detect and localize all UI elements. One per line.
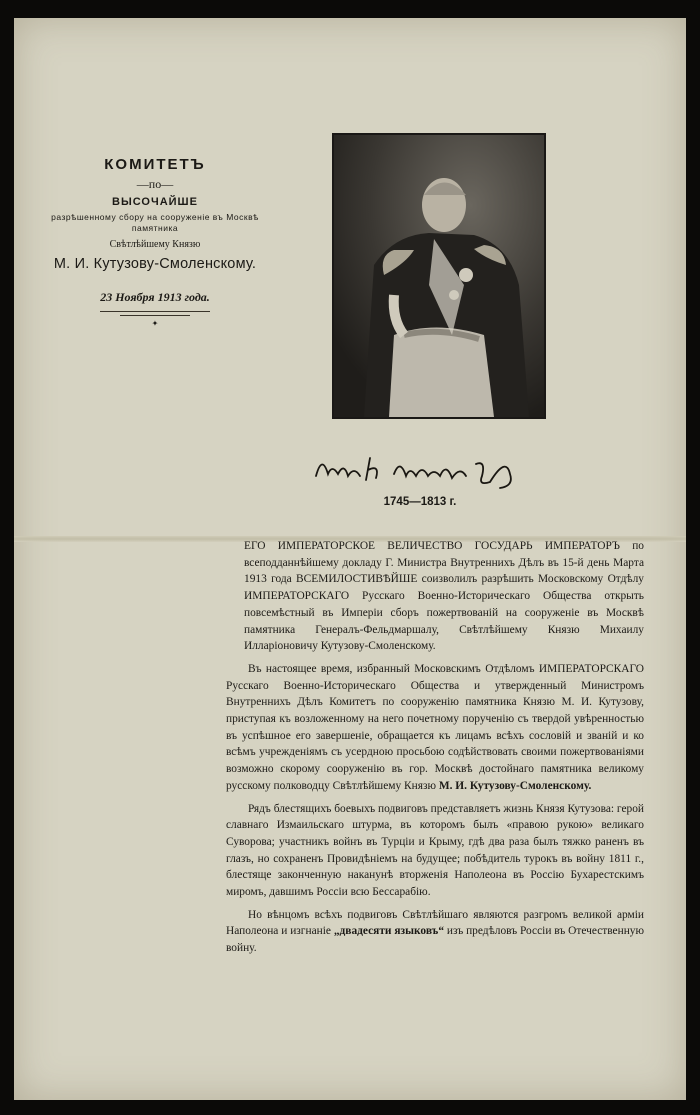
header-date: 23 Ноября 1913 года. (100, 290, 210, 304)
portrait-image (332, 133, 546, 419)
portrait-illustration (334, 135, 544, 417)
years: 1745—1813 г. (383, 496, 457, 508)
header-po: —по— (136, 177, 174, 191)
paragraph: ЕГО ИМПЕРАТОРСКОЕ ВЕЛИЧЕСТВО ГОСУДАРЬ ИМПЕРАТОРЪ по всеподданнѣйшему докладу Г. Министра Внутреннихъ Дѣлъ въ 15-й день Марта 1913 года ВСЕМИЛОСТИВѢЙШЕ соизволилъ разрѣшить Московскому Отдѣлу ИМПЕРАТОРСКАГО Русскаго Военно-Историческаго Общества открыть повсемѣстный въ Имперіи сборъ пожертвованій на сооруженіе въ Москвѣ памятника Генералъ-Фельдмаршалу, Свѣтлѣйшему Князю Михаилу Илларіоновичу Кутузову-Смоленскому. (244, 540, 644, 653)
header-title: КОМИТЕТЪ (104, 156, 206, 173)
header-svetleishemu: Свѣтлѣйшему Князю (109, 239, 201, 250)
bold-name: М. И. Кутузову-Смоленскому. (438, 779, 592, 792)
header-name: М. И. Кутузову-Смоленскому. (53, 256, 257, 272)
header-purpose: разрѣшенному сбору на сооруженіе въ Москвѣ памятника (51, 212, 259, 233)
ornament-icon: ✦ (151, 319, 159, 328)
paragraph: Рядъ блестящихъ боевыхъ подвиговъ представляетъ жизнь Князя Кутузова: герой славнаго Измаильскаго штурма, въ которомъ былъ «правою рукою» великаго Суворова; участникъ войнъ въ Турціи и Крыму, гдѣ два раза былъ тяжко раненъ въ глазъ, но сохраненъ Провидѣніемъ на будущее; побѣдитель турокъ въ войну 1811 г., блестяще законченную наканунѣ вторженія Наполеона въ Россію Бухарестскимъ миромъ, давшимъ Россіи всю Бессарабію. (226, 802, 644, 899)
header-vysochaishe: ВЫСОЧАЙШЕ (112, 196, 198, 208)
bold-quote: „двадесяти языковъ“ (333, 925, 445, 938)
signature (310, 446, 530, 490)
paragraph: Въ настоящее время, избранный Московскимъ Отдѣломъ ИМПЕРАТОРСКАГО Русскаго Военно-Историческаго Общества и утвержденный Министромъ Внутреннихъ Дѣлъ Комитетъ по сооруженію памятника Князю М. И. Кутузову, приступая къ возложенному на него почетному порученію съ твердой увѣренностью въ успѣшное его завершеніе, обращается къ лицамъ всѣхъ сословій и званій и ко всѣмъ учрежденіямъ съ усердною просьбою содѣйствовать своими пожертвованіями возможно скорому сооруженію въ гор. Москвѣ достойнаго памятника великому русскому полководцу Свѣтлѣйшему Князю М. И. Кутузову-Смоленскому. (226, 662, 644, 792)
divider (100, 311, 210, 312)
committee-header (50, 156, 260, 328)
document-sheet (14, 18, 686, 1100)
paragraph: Но вѣнцомъ всѣхъ подвиговъ Свѣтлѣйшаго являются разгромъ великой арміи Наполеона и изгнаніе „двадесяти языковъ“ изъ предѣловъ Россіи въ Отечественную войну. (226, 908, 644, 955)
document-body (226, 538, 644, 963)
divider (120, 315, 190, 316)
